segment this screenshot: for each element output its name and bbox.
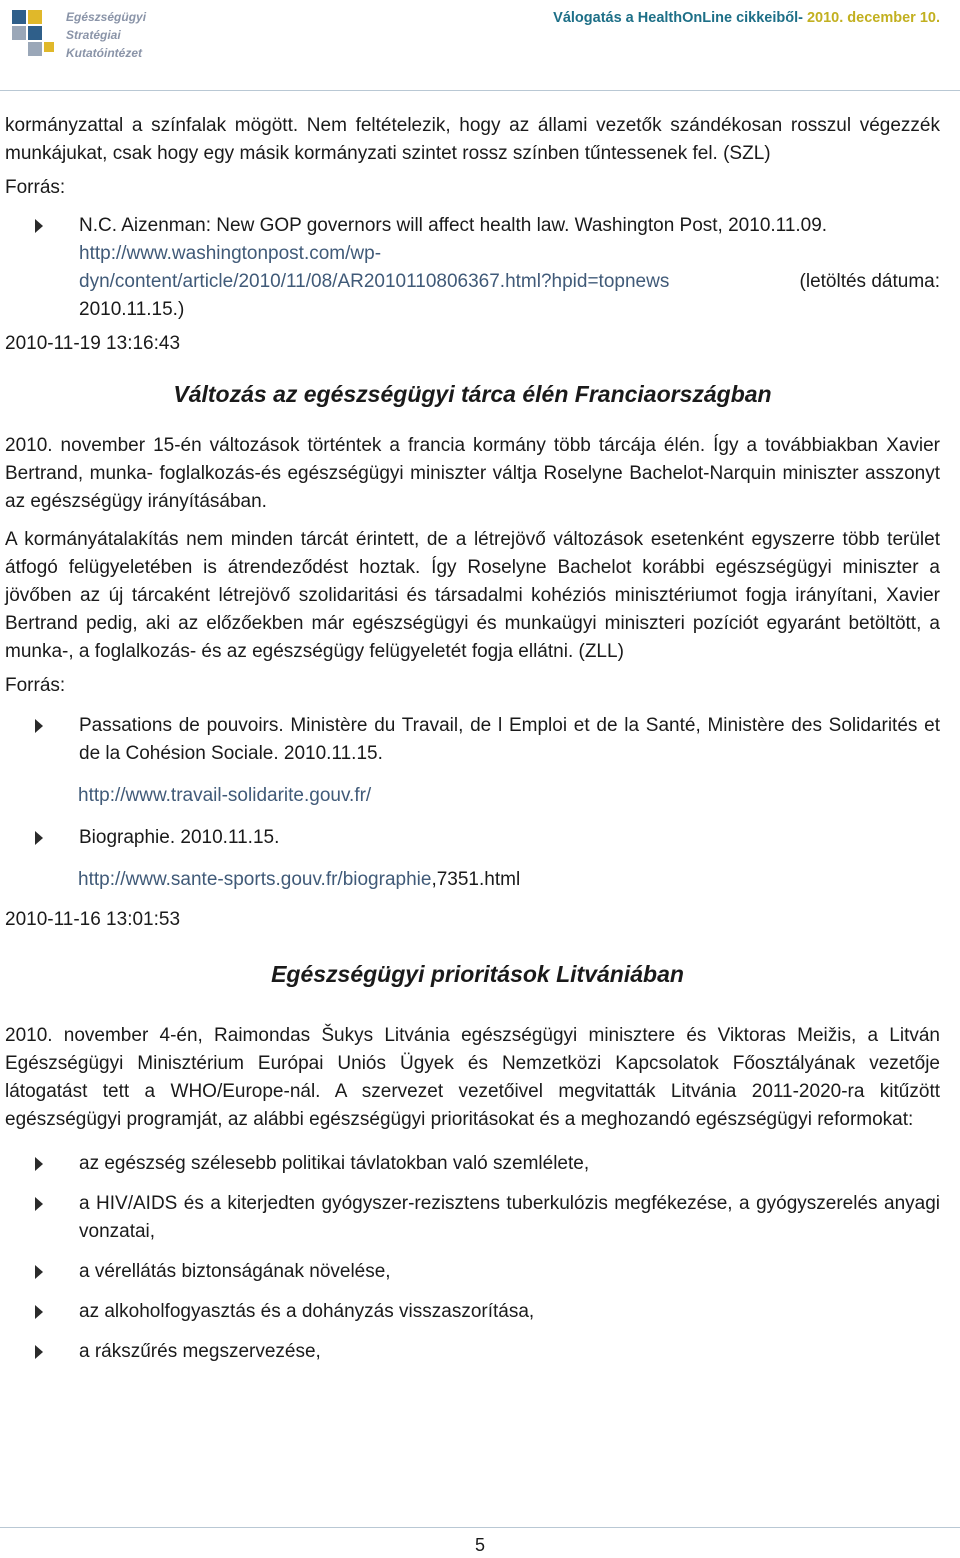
page-content <box>5 112 940 1366</box>
article-timestamp: 2010-11-19 13:16:43 <box>5 333 181 354</box>
header-divider <box>0 90 960 91</box>
page-number: 5 <box>474 1535 485 1555</box>
download-date-label: (letöltés dátuma: <box>799 271 940 292</box>
source-item <box>5 712 940 768</box>
article-timestamp: 2010-11-16 13:01:53 <box>5 909 181 930</box>
source-item <box>5 824 940 852</box>
priority-text: a HIV/AIDS és a kiterjedten gyógyszer-rezisztens tuberkulózis megfékezése, a gyógyszerelés anyagi vonzatai, <box>79 1193 940 1242</box>
header-title-text: Válogatás a HealthOnLine cikkeiből- <box>553 10 803 26</box>
priority-item <box>5 1258 940 1286</box>
bullet-arrow-icon <box>35 719 43 733</box>
source-label: Forrás: <box>5 177 66 198</box>
intro-source-item <box>5 212 940 324</box>
source-link[interactable]: http://www.sante-sports.gouv.fr/biographie <box>78 869 432 890</box>
source-link-line-2[interactable]: dyn/content/article/2010/11/08/AR2010110806367.html?hpid=topnews <box>79 271 670 292</box>
priority-item <box>5 1150 940 1178</box>
article-source-list <box>5 824 940 852</box>
article-paragraph: 2010. november 4-én, Raimondas Šukys Litvánia egészségügyi minisztere és Viktoras Meižis, a Litván Egészségügyi Minisztérium Európai Uniós Ügyek és Nemzetközi Kapcsolatok Főosztályának vezetője látogatást tett a WHO/Europe-nál. A szervezet vezetőivel megvitatták Litvánia 2011-2020-ra kitűzött egészségügyi programját, az alábbi egészségügyi prioritásokat és a meghozandó egészségügyi reformokat: <box>5 1025 940 1130</box>
source-link-row <box>5 866 940 894</box>
source-citation: Biographie. 2010.11.15. <box>79 827 280 848</box>
header-date: 2010. december 10. <box>806 10 940 26</box>
intro-paragraph: kormányzattal a színfalak mögött. Nem feltételezik, hogy az állami vezetők szándékosan rosszul végezzék munkájukat, csak hogy egy másik kormányzati szintet rossz színben tűntessenek fel. (SZL) <box>5 115 940 164</box>
source-link-line-1[interactable]: http://www.washingtonpost.com/wp- <box>79 243 382 264</box>
institute-logo <box>8 4 148 64</box>
priority-item <box>5 1190 940 1246</box>
source-link-tail: ,7351.html <box>431 869 521 890</box>
source-citation: Passations de pouvoirs. Ministère du Travail, de l Emploi et de la Santé, Ministère des Solidarités et de la Cohésion Sociale. 2010.11.15. <box>79 715 940 764</box>
article-paragraph: 2010. november 15-én változások történtek a francia kormány több tárcája élén. Így a továbbiakban Xavier Bertrand, munka- foglalkozás-és egészségügyi miniszter váltja Roselyne Bachelot-Narquin miniszter asszonyt az egészségügy irányításában. <box>5 435 940 512</box>
article-title: Egészségügyi prioritások Litvániában <box>271 961 684 987</box>
logo-mark-icon <box>8 4 60 64</box>
intro-source-list <box>5 212 940 324</box>
logo-line-1: Egészségügyi <box>66 10 147 24</box>
bullet-arrow-icon <box>35 1157 43 1171</box>
priority-item <box>5 1298 940 1326</box>
priority-item <box>5 1338 940 1366</box>
article-source-list <box>5 712 940 768</box>
header-title <box>553 10 940 26</box>
priority-text: a rákszűrés megszervezése, <box>79 1341 321 1362</box>
article-title: Változás az egészségügyi tárca élén Franciaországban <box>173 381 772 407</box>
bullet-arrow-icon <box>35 219 43 233</box>
source-link-line-2-row <box>79 268 940 296</box>
bullet-arrow-icon <box>35 1305 43 1319</box>
bullet-arrow-icon <box>35 1345 43 1359</box>
priority-text: az alkoholfogyasztás és a dohányzás visszaszorítása, <box>79 1301 535 1322</box>
source-citation: N.C. Aizenman: New GOP governors will affect health law. Washington Post, 2010.11.09. <box>79 215 828 236</box>
bullet-arrow-icon <box>35 831 43 845</box>
logo-text <box>66 8 146 62</box>
article-paragraph: A kormányátalakítás nem minden tárcát érintett, de a létrejövő változások esetenként egyszerre több terület átfogó felügyeletében is átrendeződést hoztak. Így Roselyne Bachelot korábbi egészségügyi miniszter a jövőben az új tárcaként létrejövő szolidaritási és társadalmi kohéziós minisztériumot fogja irányítani, Xavier Bertrand pedig, aki az előzőekben már egészségügyi és munkaügyi miniszteri pozíciót egyaránt betöltött, a munka-, a foglalkozás- és az egészségügy felügyeletét fogja ellátni. (ZLL) <box>5 529 940 662</box>
bullet-arrow-icon <box>35 1265 43 1279</box>
source-link[interactable]: http://www.travail-solidarite.gouv.fr/ <box>78 785 372 806</box>
priority-text: a vérellátás biztonságának növelése, <box>79 1261 391 1282</box>
source-label: Forrás: <box>5 675 66 696</box>
logo-line-2: Stratégiai <box>66 28 121 42</box>
bullet-arrow-icon <box>35 1197 43 1211</box>
priority-list <box>5 1150 940 1366</box>
download-date-value: 2010.11.15.) <box>79 299 185 320</box>
priority-text: az egészség szélesebb politikai távlatokban való szemlélete, <box>79 1153 590 1174</box>
page-header <box>0 0 960 90</box>
footer-divider <box>0 1527 960 1528</box>
logo-line-3: Kutatóintézet <box>66 46 142 60</box>
